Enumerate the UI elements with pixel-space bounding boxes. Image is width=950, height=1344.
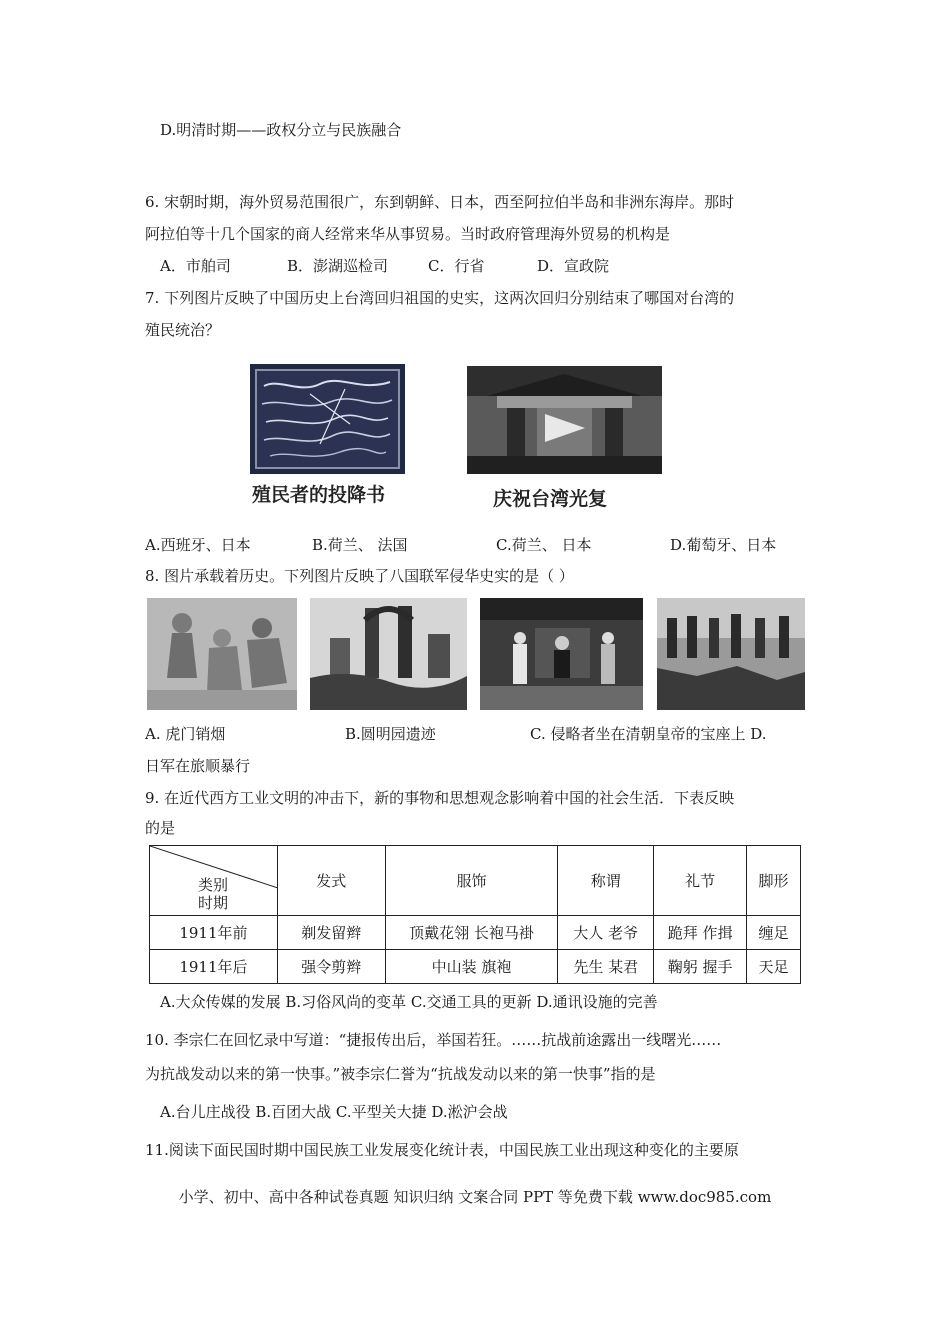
- q5-option-d: D.明清时期——政权分立与民族融合: [160, 121, 402, 139]
- q6-option-a: A．市舶司: [160, 257, 231, 275]
- q6-stem-line1: 6. 宋朝时期，海外贸易范围很广，东到朝鲜、日本，西至阿拉伯半岛和非洲东海岸。那时: [145, 193, 735, 211]
- q10-stem-line2: 为抗战发动以来的第一快事。”被李宗仁誉为“抗战发动以来的第一快事”指的是: [145, 1065, 656, 1083]
- q8-option-a: A. 虎门销烟: [145, 725, 226, 743]
- table-header: 礼节: [654, 846, 747, 916]
- q7-option-d: D.葡萄牙、日本: [670, 536, 777, 554]
- table-cell: 中山装 旗袍: [385, 950, 558, 984]
- taiwan-restoration-caption: 庆祝台湾光复: [493, 488, 608, 510]
- q8-option-b: B.圆明园遗迹: [345, 725, 436, 743]
- table-cell: 天足: [747, 950, 801, 984]
- table-cell: 顶戴花翎 长袍马褂: [385, 916, 558, 950]
- lushun-massacre-photo: [657, 598, 805, 710]
- q8-stem: 8. 图片承载着历史。下列图片反映了八国联军侵华史实的是（ ）: [145, 567, 574, 585]
- table-row: [150, 950, 801, 984]
- q6-option-c: C．行省: [428, 257, 485, 275]
- q8-option-d-continued: 日军在旅顺暴行: [145, 757, 251, 775]
- q9-options: A.大众传媒的发展 B.习俗风尚的变革 C.交通工具的更新 D.通讯设施的完善: [160, 993, 658, 1011]
- table-cell: 缠足: [747, 916, 801, 950]
- table-corner-cell: [150, 846, 278, 916]
- q8-option-c: C. 侵略者坐在清朝皇帝的宝座上 D.: [530, 725, 767, 743]
- surrender-document-caption: 殖民者的投降书: [252, 484, 386, 506]
- q11-stem-line1: 11.阅读下面民国时期中国民族工业发展变化统计表，中国民族工业出现这种变化的主要原: [145, 1141, 739, 1159]
- table-cell: 强令剪辫: [277, 950, 385, 984]
- invaders-on-throne-photo: [480, 598, 643, 710]
- q6-stem-line2: 阿拉伯等十几个国家的商人经常来华从事贸易。当时政府管理海外贸易的机构是: [145, 225, 671, 243]
- table-row: [150, 916, 801, 950]
- corner-category-label: 类别: [198, 876, 229, 894]
- table-header: 称谓: [558, 846, 654, 916]
- humen-opium-relief-photo: [147, 598, 297, 710]
- table-cell: 大人 老爷: [558, 916, 654, 950]
- q10-stem-line1: 10. 李宗仁在回忆录中写道：“捷报传出后，举国若狂。……抗战前途露出一线曙光……: [145, 1031, 722, 1049]
- q9-stem-line2: 的是: [145, 819, 176, 837]
- q6-option-b: B．澎湖巡检司: [287, 257, 389, 275]
- table-cell: 先生 某君: [558, 950, 654, 984]
- customs-comparison-table: [149, 845, 801, 984]
- table-header: 发式: [277, 846, 385, 916]
- q7-stem-line2: 殖民统治？: [145, 321, 221, 339]
- q7-stem-line1: 7. 下列图片反映了中国历史上台湾回归祖国的史实，这两次回归分别结束了哪国对台湾的: [145, 289, 735, 307]
- surrender-document-photo: [250, 364, 405, 474]
- yuanmingyuan-ruins-photo: [310, 598, 467, 710]
- q7-option-a: A.西班牙、日本: [145, 536, 251, 554]
- table-cell: 剃发留辫: [277, 916, 385, 950]
- corner-period-label: 时期: [198, 894, 229, 912]
- table-cell: 1911年后: [150, 950, 278, 984]
- table-cell: 鞠躬 握手: [654, 950, 747, 984]
- q6-option-d: D．宣政院: [537, 257, 610, 275]
- q10-options: A.台儿庄战役 B.百团大战 C.平型关大捷 D.淞沪会战: [160, 1103, 508, 1121]
- table-cell: 跪拜 作揖: [654, 916, 747, 950]
- q7-option-b: B.荷兰、 法国: [312, 536, 408, 554]
- taiwan-restoration-photo: [467, 366, 662, 474]
- q7-option-c: C.荷兰、 日本: [496, 536, 592, 554]
- table-header: 脚形: [747, 846, 801, 916]
- table-header: 服饰: [385, 846, 558, 916]
- q9-stem-line1: 9. 在近代西方工业文明的冲击下，新的事物和思想观念影响着中国的社会生活．下表反映: [145, 789, 735, 807]
- page-footer: 小学、初中、高中各种试卷真题 知识归纳 文案合同 PPT 等免费下载 www.doc985.com: [178, 1188, 772, 1206]
- table-cell: 1911年前: [150, 916, 278, 950]
